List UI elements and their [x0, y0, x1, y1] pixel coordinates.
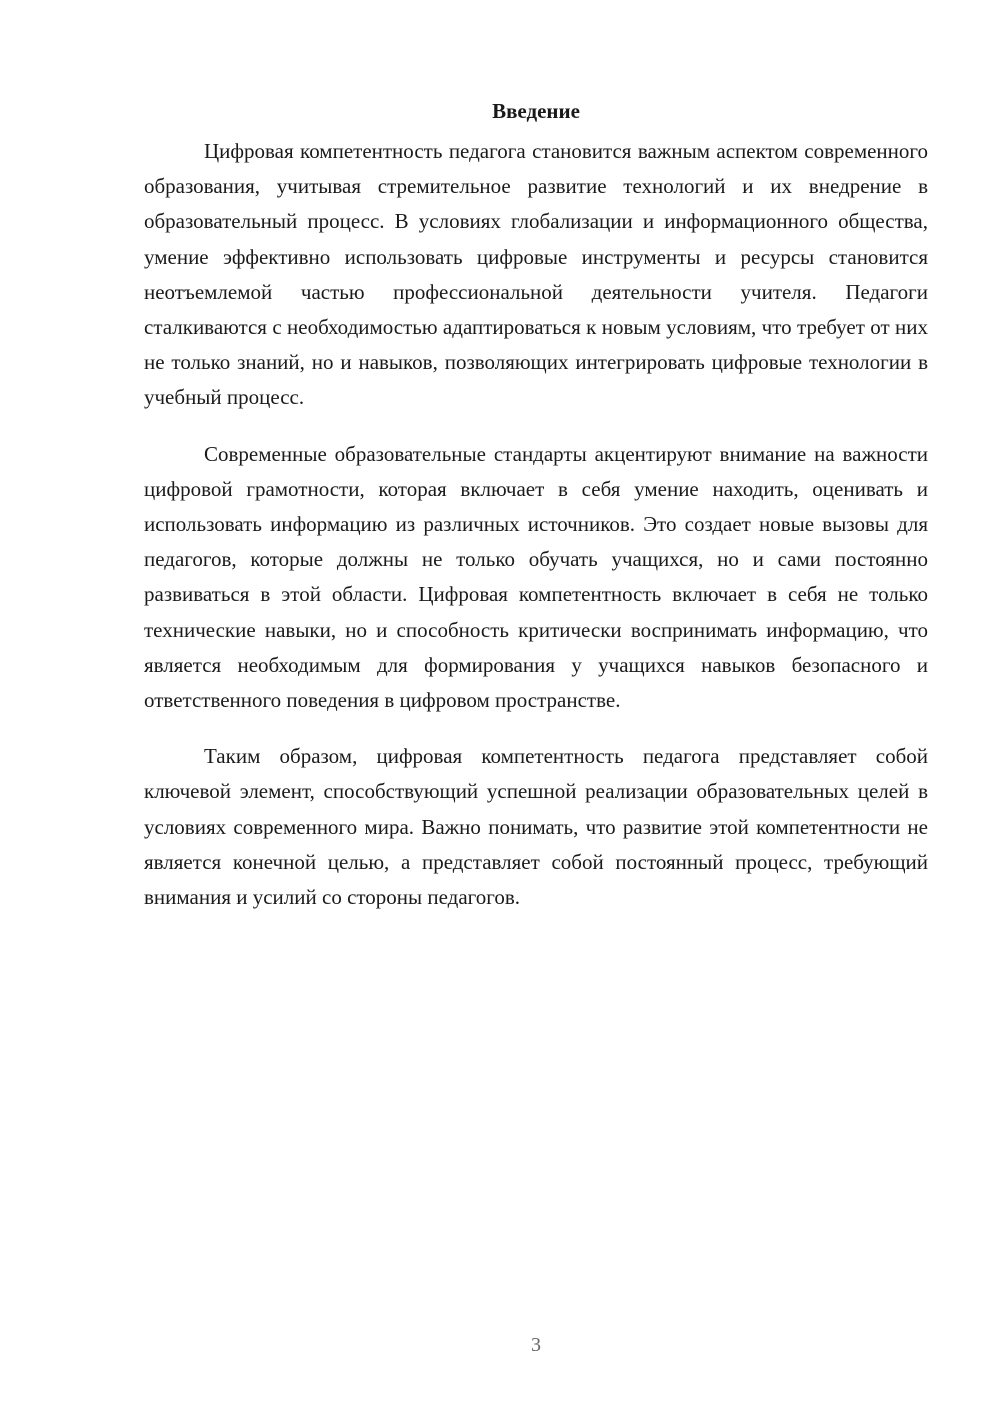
paragraph-1: Цифровая компетентность педагога становится важным аспектом современного образования, учитывая стремительное развитие технологий и их внедрение в образовательный процесс. В условиях глобализации и информационного общества, умение эффективно использовать цифровые инструменты и ресурсы становится неотъемлемой частью профессиональной деятельности учителя. Педагоги сталкиваются с необходимостью адаптироваться к новым условиям, что требует от них не только знаний, но и навыков, позволяющих интегрировать цифровые технологии в учебный процесс.	[144, 139, 928, 410]
paragraph-2: Современные образовательные стандарты акцентируют внимание на важности цифровой грамотности, которая включает в себя умение находить, оценивать и использовать информацию из различных источников. Это создает новые вызовы для педагогов, которые должны не только обучать учащихся, но и сами постоянно развиваться в этой области. Цифровая компетентность включает в себя не только технические навыки, но и способность критически воспринимать информацию, что является необходимым для формирования у учащихся навыков безопасного и ответственного поведения в цифровом пространстве.	[144, 441, 928, 713]
paragraph-3: Таким образом, цифровая компетентность педагога представляет собой ключевой элемент, способствующий успешной реализации образовательных целей в условиях современного мира. Важно понимать, что развитие этой компетентности не является конечной целью, а представляет собой постоянный процесс, требующий внимания и усилий со стороны педагогов.	[144, 744, 928, 910]
page-number: 3	[531, 1334, 541, 1356]
section-heading: Введение	[492, 99, 580, 123]
page-content	[144, 96, 928, 936]
